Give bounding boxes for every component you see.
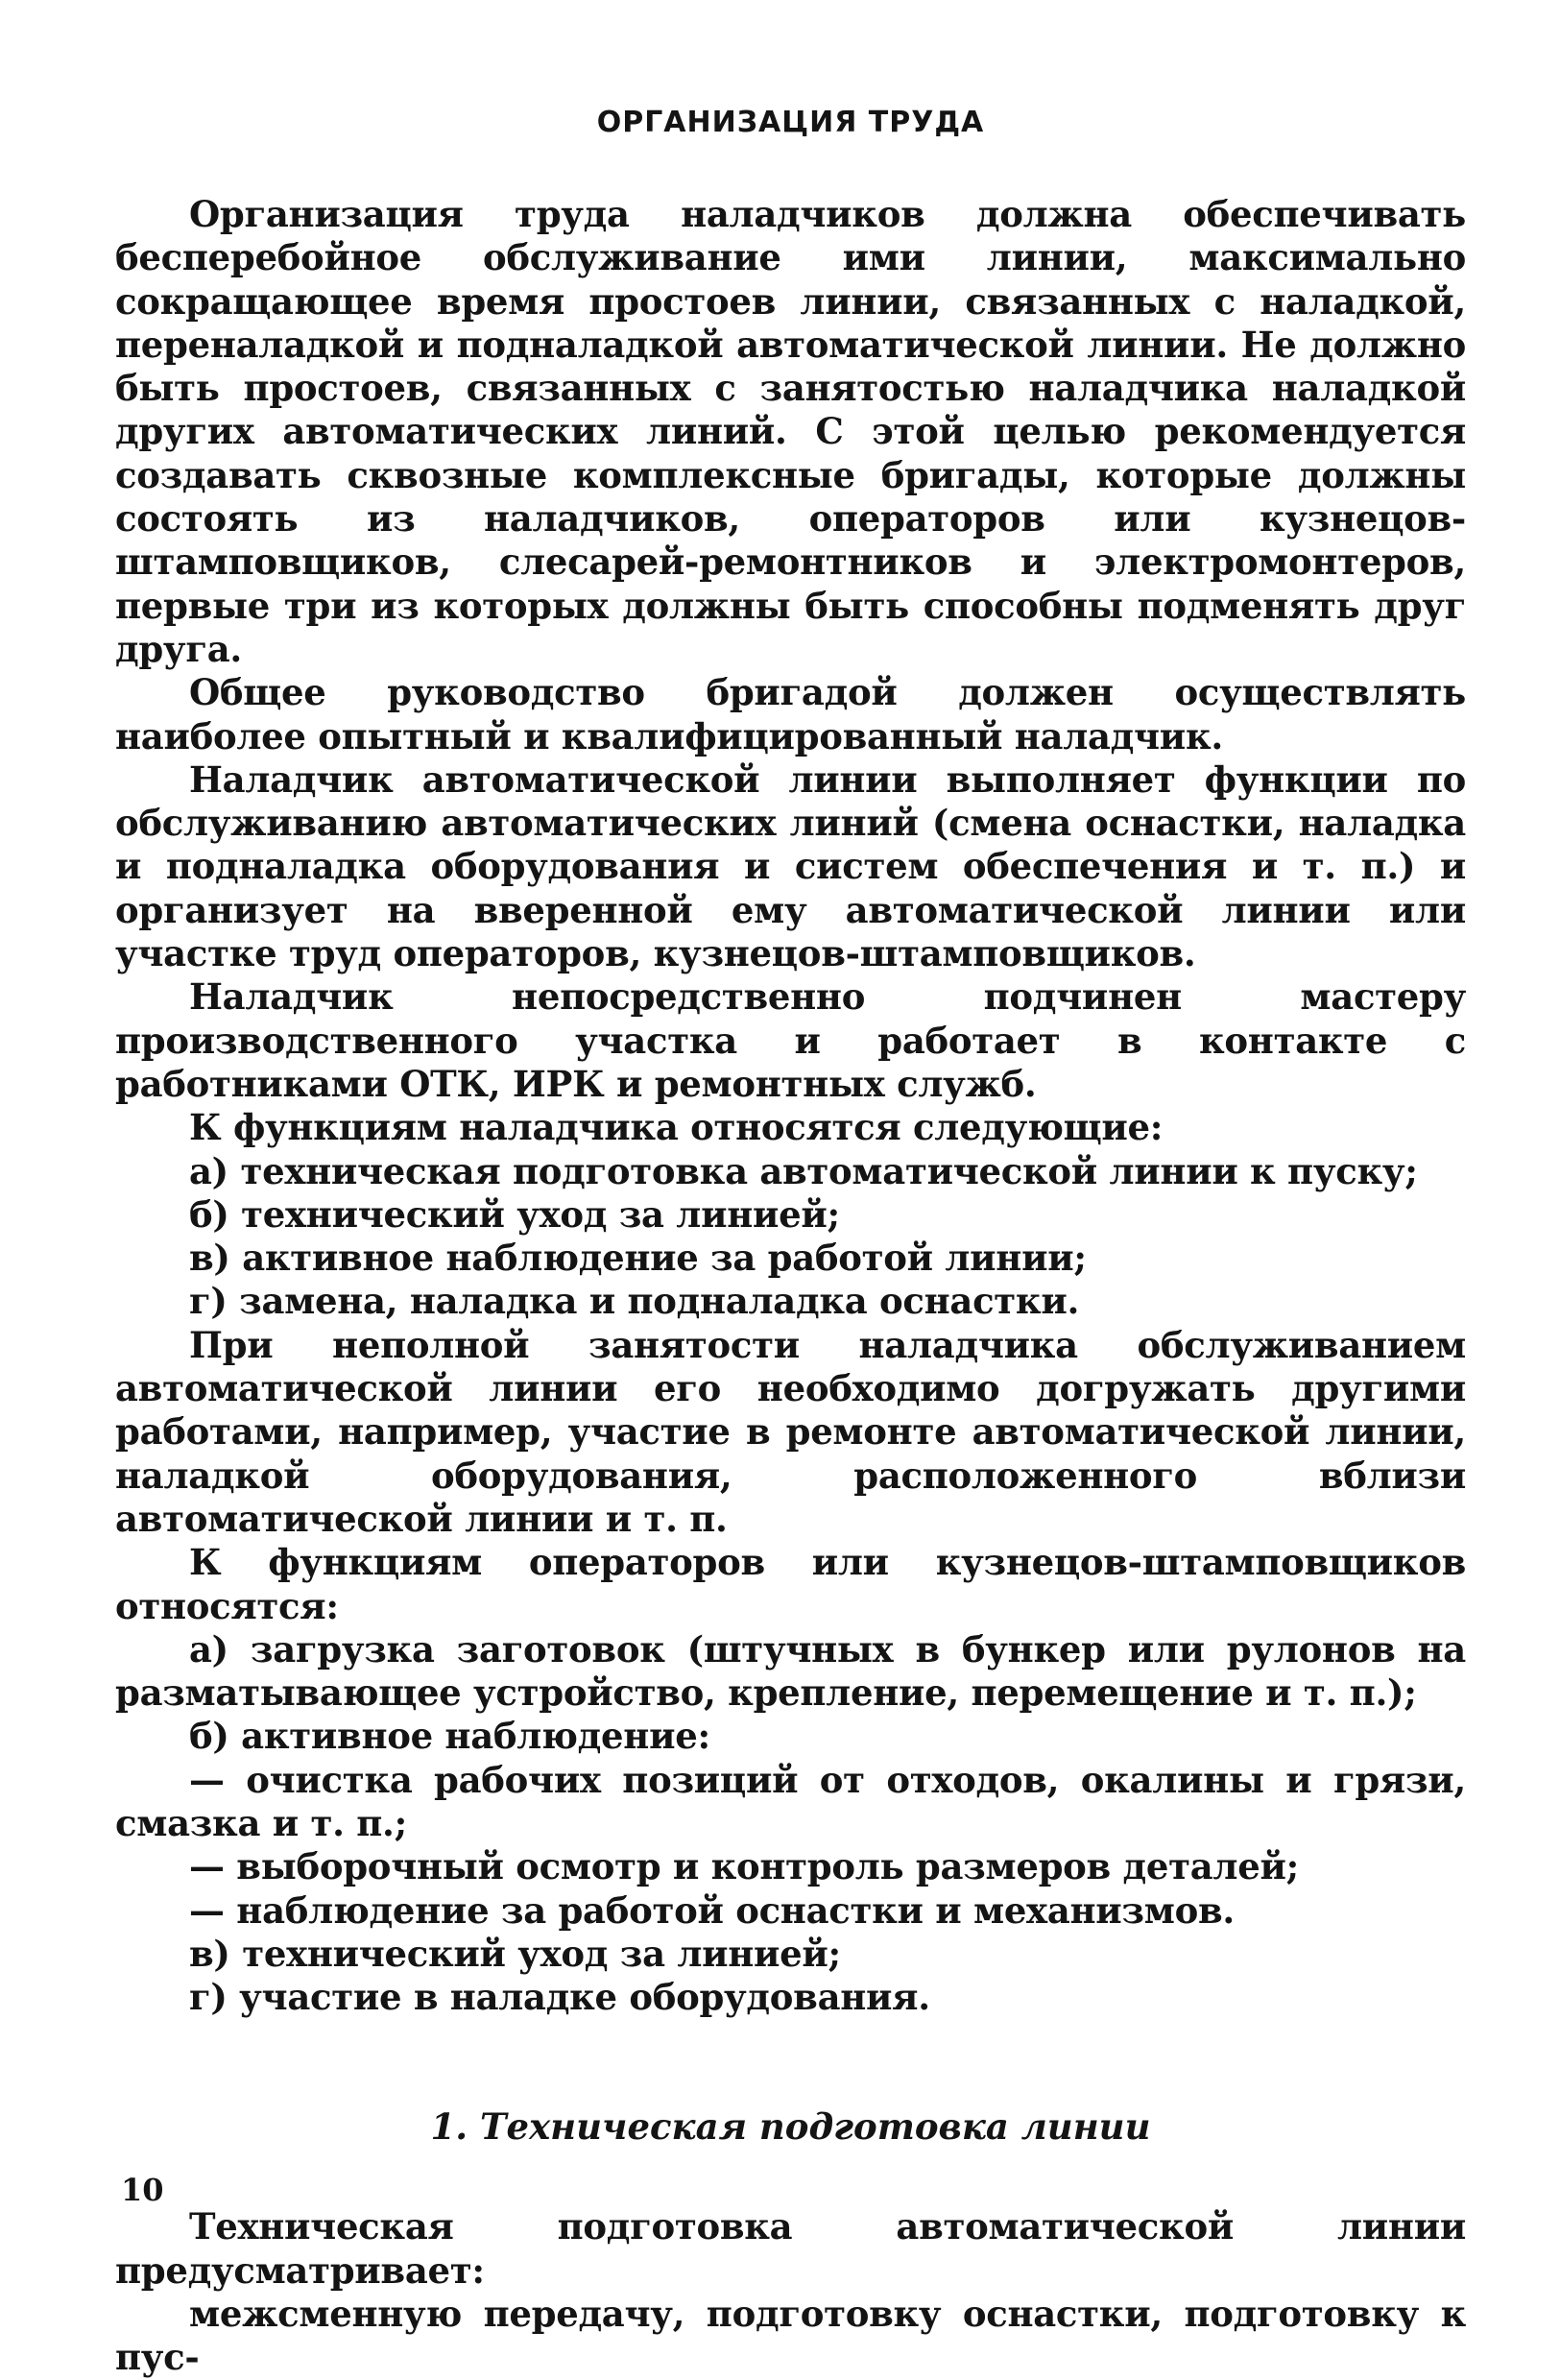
list-item: в) технический уход за линией; <box>189 1932 841 1975</box>
paragraph: Общее руководство бригадой должен осуществлять наиболее опытный и квалифицированный наладчик. <box>115 671 1466 757</box>
body-text <box>115 193 1466 2019</box>
paragraph: При неполной занятости наладчика обслуживанием автоматической линии его необходимо догружать другими работами, например, участие в ремонте автоматической линии, наладкой оборудования, расположенного вблизи автоматической линии и т. п. <box>115 1323 1466 1540</box>
paragraph: К функциям наладчика относятся следующие: <box>189 1106 1164 1149</box>
body-text-continued <box>115 2205 1466 2379</box>
list-item: б) технический уход за линией; <box>189 1192 840 1236</box>
paragraph: Организация труда наладчиков должна обеспечивать бесперебойное обслуживание ими линии, максимально сокращающее время простоев линии, связанных с наладкой, переналадкой и подналадкой автоматической линии. Не должно быть простоев, связанных с занятостью наладчика наладкой других автоматических линий. С этой целью рекомендуется создавать сквозные комплексные бригады, которые должны состоять из наладчиков, операторов или кузнецов-штамповщиков, слесарей-ремонтников и электромонтеров, первые три из которых должны быть способны подменять друг друга. <box>115 193 1466 670</box>
paragraph: Наладчик автоматической линии выполняет функции по обслуживанию автоматических линий (смена оснастки, наладка и подналадка оборудования и систем обеспечения и т. п.) и организует на вверенной ему автоматической линии или участке труд операторов, кузнецов-штамповщиков. <box>115 757 1466 975</box>
paragraph: межсменную передачу, подготовку оснастки, подготовку к пус- <box>115 2293 1466 2379</box>
subsection-heading: 1. Техническая подготовка линии <box>430 2105 1151 2149</box>
page-number: 10 <box>121 2172 164 2208</box>
list-item: а) загрузка заготовок (штучных в бункер или рулонов на разматывающее устройство, крепление, перемещение и т. п.); <box>115 1627 1466 1715</box>
list-item: г) участие в наладке оборудования. <box>189 1976 930 2019</box>
list-item: г) замена, наладка и подналадка оснастки. <box>189 1280 1080 1323</box>
list-item: б) активное наблюдение: <box>189 1715 710 1758</box>
list-item: — очистка рабочих позиций от отходов, окалины и грязи, смазка и т. п.; <box>115 1758 1466 1844</box>
list-item: в) активное наблюдение за работой линии; <box>189 1237 1087 1280</box>
list-item: — выборочный осмотр и контроль размеров деталей; <box>189 1845 1299 1888</box>
list-item: — наблюдение за работой оснастки и механизмов. <box>189 1888 1235 1932</box>
section-heading: ОРГАНИЗАЦИЯ ТРУДА <box>596 106 985 139</box>
list-item: а) техническая подготовка автоматической линии к пуску; <box>189 1149 1418 1192</box>
paragraph: Наладчик непосредственно подчинен мастеру производственного участка и работает в контакте с работниками ОТК, ИРК и ремонтных служб. <box>115 975 1466 1105</box>
paragraph: Техническая подготовка автоматической линии предусматривает: <box>115 2205 1466 2292</box>
paragraph: К функциям операторов или кузнецов-штамповщиков относятся: <box>115 1541 1466 1627</box>
